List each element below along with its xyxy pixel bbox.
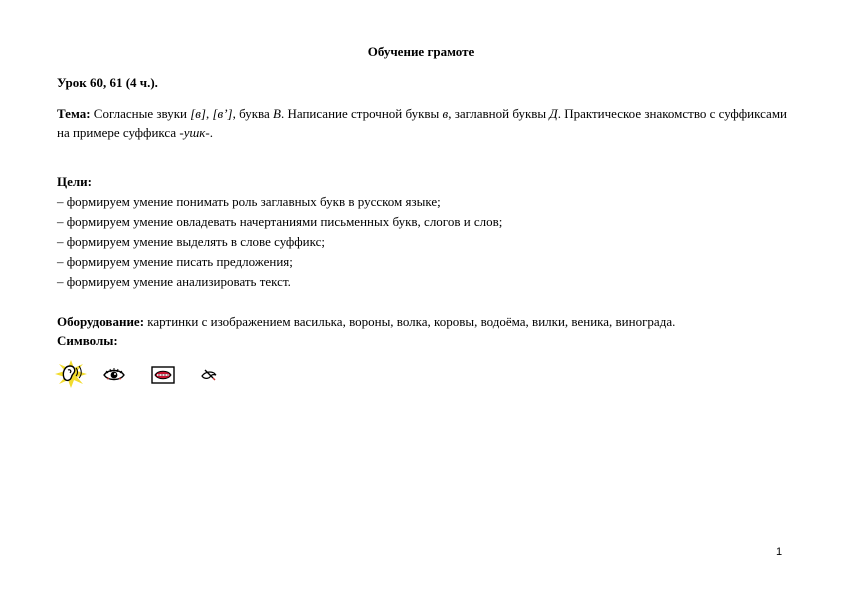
topic-text: . Практическое знакомство с суффиксами на примере суффикса [57, 106, 788, 140]
eye-icon [103, 366, 125, 384]
ear-icon [55, 360, 87, 388]
equipment-paragraph [57, 312, 797, 331]
goal-item: – формируем умение анализировать текст. [57, 274, 291, 289]
equipment-text: картинки с изображением василька, вороны, волка, коровы, водоёма, вилки, веника, винограда. [144, 314, 676, 329]
goals-section [57, 172, 787, 292]
page-number: 1 [776, 546, 783, 558]
topic-text: , заглавной буквы [448, 106, 550, 121]
document-title: Обучение грамоте [367, 44, 475, 59]
goal-item: – формируем умение понимать роль заглавных букв в русском языке; [57, 194, 441, 209]
topic-text: , [206, 106, 213, 121]
equipment-label: Оборудование: [57, 314, 145, 329]
topic-paragraph [57, 104, 787, 142]
topic-text: . Написание строчной буквы [280, 106, 443, 121]
topic-text: Согласные звуки [90, 106, 191, 121]
goal-item: – формируем умение овладевать начертаниями письменных букв, слогов и слов; [57, 214, 503, 229]
topic-label: Тема: [57, 106, 91, 121]
symbols-row [55, 360, 225, 390]
topic-letter-upper: В [273, 106, 281, 121]
mouth-icon [151, 366, 175, 384]
hand-pen-icon [200, 368, 218, 382]
goal-item: – формируем умение писать предложения; [57, 254, 293, 269]
topic-letter-lower: в [442, 106, 449, 121]
goals-heading: Цели: [57, 174, 92, 189]
topic-text: , буква [232, 106, 274, 121]
symbols-label: Символы: [57, 333, 118, 348]
topic-text: . [209, 125, 213, 140]
lesson-number: Урок 60, 61 (4 ч.). [57, 75, 158, 90]
topic-suffix: -ушк- [179, 125, 210, 140]
goal-item: – формируем умение выделять в слове суффикс; [57, 234, 326, 249]
topic-sound-soft: [в’] [212, 106, 233, 121]
topic-letter-capital: Д [549, 106, 558, 121]
topic-sound-hard: [в] [190, 106, 206, 121]
